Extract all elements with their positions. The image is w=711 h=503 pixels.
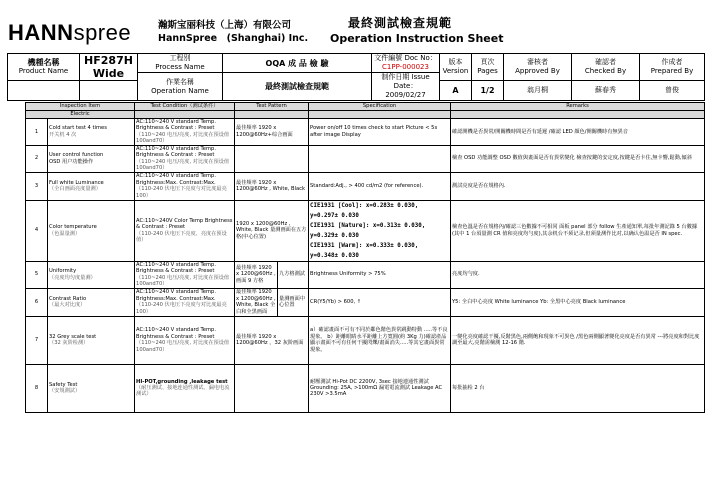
row-item: Cold start test 4 times 开关机 4 次 [48,119,135,146]
col-specification: Specification [309,103,451,111]
row-pattern-2: 九方格測試 [278,261,309,288]
row-item: 32 Grey scale test （32 灰阶检测） [48,316,135,364]
col-inspection-item: Inspection Item [26,103,135,111]
section-fill-2 [235,111,309,119]
row-pattern: 最佳频率 1920 x 1200@60Hz ，32 灰阶画面 [235,316,309,364]
operation-value: 最終測試檢查規範 [223,73,372,101]
process-value: OQA 成 品 檢 驗 [223,54,372,73]
row-remarks: 檢查 OSD 功能調整 OSD 數值與畫面是否有異常變化 檢查按鍵的安定度,按鍵是否卡住,無卡響,鬆動,傾斜 [451,145,705,172]
checked-value: 蘇春秀 [572,81,640,101]
product-name-value: HF287H Wide [80,54,138,81]
row-item: Contrast Ratio （最大对比度） [48,288,135,316]
approved-label: 審核者 Approved By [504,54,572,81]
version-label: 版本 Version [440,54,472,81]
header-table [7,53,705,101]
row-spec: a）確認畫面不可有不同於鄰色階色異常跳動特動 .....等不良現象。 b）距離眼睛水平距離上方寬圓(約 3Kg 力)確認產品顯示畫面不可有任何干擾閃爍/畫面消失.....等其它畫面異常現象。 [309,316,451,364]
pages-label: 頁次 Pages [472,54,504,81]
document-title-en: Operation Instruction Sheet [330,32,504,45]
table-row [26,200,705,261]
section-fill-3 [309,111,451,119]
row-pattern [235,364,309,412]
row-number: 4 [26,200,48,261]
product-name-label: 機種名稱 Product Name [8,54,80,81]
row-item: Full white Luminance （全白画面亮度量测） [48,172,135,200]
row-spec: Standard:Adj., > 400 cd/m2 (for reference). [309,172,451,200]
document-title-zh: 最終測試檢查規範 [348,16,453,30]
row-item: Color temperature （色温量测） [48,200,135,261]
inspection-table [25,102,705,413]
table-row [26,145,705,172]
pages-value: 1/2 [472,81,504,101]
row-remarks: 亮度均勻度. [451,261,705,288]
cie-cool: CIE1931 [Cool]: x=0.283± 0.030, y=0.297± 0.030 [310,202,419,219]
row-number: 6 [26,288,48,316]
operation-label: 作業名稱 Operation Name [138,73,223,101]
cie-nature: CIE1931 [Nature]: x=0.313± 0.030, y=0.329± 0.030 [310,222,426,239]
row-spec: CR(Y5/Yb) > 600, ↑ [309,288,451,316]
row-condition: AC:110~240 V standard Temp. Brightness:Max. Contrast:Max. （110-240 伏电压下亮度与对比度最亮 100） [135,288,235,316]
row-item: Uniformity （亮度均匀度量测） [48,261,135,288]
process-label: 工程別 Process Name [138,54,223,73]
table-row [26,364,705,412]
row-condition: AC:110~240 V standard Temp. Brightness & Contrast : Preset （110~240 电压/亮度, 对比度在预设值 100and70） [135,316,235,364]
section-fill-4 [451,111,705,119]
hannspree-logo: HANNspree [8,20,132,45]
table-row [26,288,705,316]
row-pattern: 1920 x 1200@60Hz , White, Black 量测画面在五方格(中心位置) [235,200,309,261]
checked-label: 確認者 Checked By [572,54,640,81]
col-test-pattern: Test Pattern [235,103,309,111]
row-condition: AC:110~240V Color Temp Brightness & Contrast : Preset （110-240 伏电压下亮度、亮度在预设值） [135,200,235,261]
prepared-value: 曾俊 [640,81,705,101]
row-item: User control function OSD 用户功能操作 [48,145,135,172]
row-item: Safety Test （安規測試） [48,364,135,412]
company-name-zh: 瀚斯宝丽科技（上海）有限公司 [158,20,292,31]
row-remarks: 一變化亮度確認干擾,反階黑色,兩側飽和現象不可異色 /黑色兩側顯著變化亮度是否有異常 ---將亮度和對比度調至最大,亮階需檢測 12-16 階. [451,316,705,364]
cie-warm: CIE1931 [Warm]: x=0.333± 0.030, y=0.348± 0.030 [310,242,419,259]
row-pattern: 最佳频率 1920 x 1200@60Hz+综合画面 [235,119,309,146]
row-number: 8 [26,364,48,412]
row-number: 2 [26,145,48,172]
document-title [330,16,580,46]
row-spec [309,200,451,261]
row-condition: AC:110~240 V standard Temp. Brightness & Contrast : Preset （110~240 电压/亮度, 对比度在预设值 100and70） [135,261,235,288]
row-pattern [235,145,309,172]
row-pattern-2: 量测画面中心位置 [278,288,309,316]
section-fill-1 [135,111,235,119]
table-row [26,119,705,146]
row-remarks: 測試亮度是否在規格內. [451,172,705,200]
col-remarks: Remarks [451,103,705,111]
issue-date-cell: 制作日期 Issue Date： 2009/02/27 [372,73,440,101]
row-condition: AC:110~240 V standard Temp. Brightness & Contrast : Preset （110~240 电压/亮度, 对比度在预设值 100and70） [135,145,235,172]
row-pattern: 最佳频率 1920 x 1200@60Hz ,画面 9 方格 [235,261,278,288]
row-spec: Power on/off 10 times check to start Picture < 5s after image Display [309,119,451,146]
row-spec [309,145,451,172]
company-name-en: HannSpree (Shanghai) Inc. [158,33,309,44]
row-condition: AC:110~240 V standard Temp. Brightness & Contrast : Preset （110~240 电压/亮度, 对比度在预设值 100and70） [135,119,235,146]
product-name-spacer [8,81,80,101]
row-remarks: 每批抽检 2 台 [451,364,705,412]
row-spec: 耐壓測試 Hi-Pot DC 2200V, 3sec 接地連通性測試 Grounding: 25A, >100mΩ 漏電電流測試 Leakage AC 230V >3.5mA [309,364,451,412]
col-test-condition: Test Condition（测试条件） [135,103,235,111]
doc-no-cell: 文件編號 Doc No： C1PP-000023 [372,54,440,73]
row-remarks: Y5: 全白中心亮度 White luminance Yb: 全黑中心亮度 Black luminance [451,288,705,316]
row-number: 3 [26,172,48,200]
table-row [26,316,705,364]
row-condition: AC:110~240 V standard Temp. Brightness:Max. Contrast:Max. （110-240 伏电压下亮度与对比度最亮 100） [135,172,235,200]
row-remarks: 確認開機是否異常/開關機時間是否有延遲 /確認 LED 顏色/開關機時有無異音 [451,119,705,146]
row-spec: Brightness Uniformity > 75% [309,261,451,288]
row-number: 1 [26,119,48,146]
section-electric: Electric [26,111,135,119]
row-number: 5 [26,261,48,288]
row-pattern: 最佳频率 1920 x 1200@60Hz , White, Black 全白和全黑画面 [236,289,276,315]
row-pattern: 最佳频率 1920 x 1200@60Hz , White, Black [235,172,309,200]
table-row [26,172,705,200]
row-condition: HI-POT,grounding ,leakage test （耐压测试、接地连通性测试、漏电电流测试） [135,364,235,412]
row-remarks: 檢查色溫是否在規格內/確認三色數據不可相同 面板 panel 部分 follow 生產通知單,每批年測記錄 5 台數據(其中 1 台須量測 CR 值和亮度均勻度),其余机台不须记录,但须量测作比对,以确认色温是否 IN spec. [451,200,705,261]
table-row [26,261,705,288]
company-name [158,19,308,45]
version-value: A [440,81,472,101]
approved-value: 翁月桐 [504,81,572,101]
row-number: 7 [26,316,48,364]
prepared-label: 作成者 Prepared By [640,54,705,81]
product-name-spacer-2 [80,81,138,101]
